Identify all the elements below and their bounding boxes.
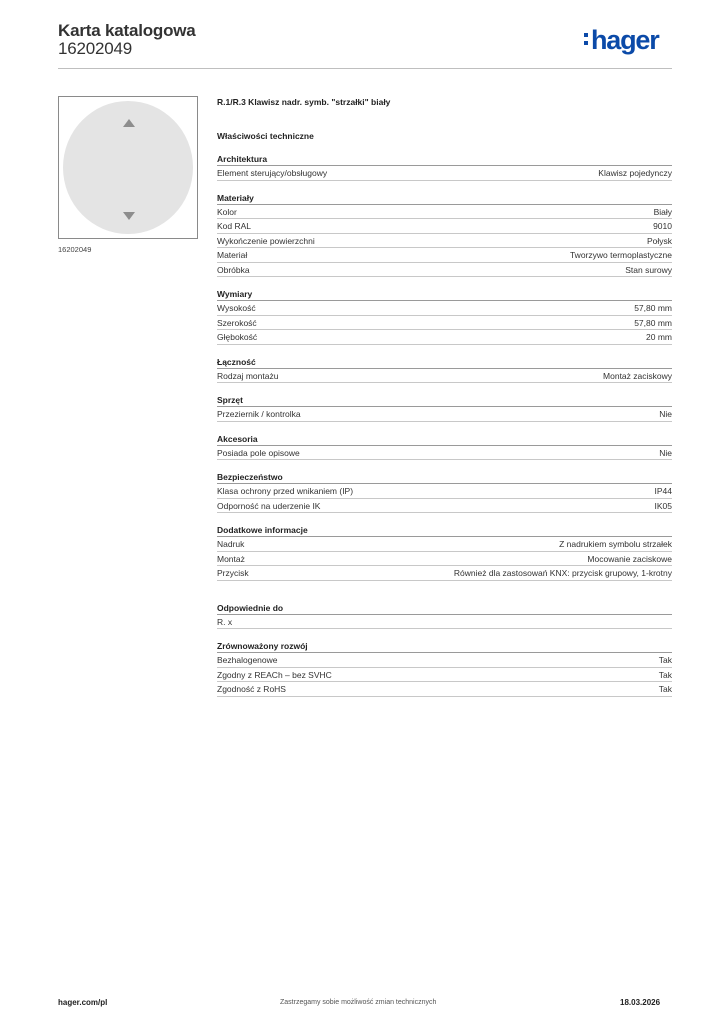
header-divider (58, 68, 672, 69)
spec-value: Nie (659, 409, 672, 419)
section-title: Zrównoważony rozwój (217, 640, 672, 653)
section-title: Odpowiednie do (217, 602, 672, 615)
spec-value: Połysk (646, 235, 672, 246)
section-title: Materiały (217, 192, 672, 205)
spec-label: Nadruk (217, 539, 245, 549)
product-image (58, 96, 198, 239)
spec-value: Z nadrukiem symbolu strzałek (559, 539, 672, 549)
hager-logo (591, 27, 659, 54)
section-title: Dodatkowe informacje (217, 524, 672, 537)
logo-dots (584, 33, 588, 49)
spec-row (217, 446, 672, 461)
arrow-up-icon (123, 119, 135, 127)
spec-row (217, 552, 672, 567)
spec-label: Obróbka (217, 264, 250, 275)
spec-section (217, 192, 672, 278)
logo-text: hager (591, 25, 659, 55)
spec-label: Przeziernik / kontrolka (217, 409, 301, 419)
spec-row (217, 301, 672, 316)
spec-value: Biały (653, 206, 672, 217)
spec-row (217, 234, 672, 249)
spec-row (217, 369, 672, 384)
spec-section (217, 433, 672, 461)
spec-label: Zgodny z REACh – bez SVHC (217, 669, 332, 680)
spec-row (217, 566, 672, 581)
spec-section (217, 153, 672, 181)
footer-date: 18.03.2026 (620, 998, 661, 1007)
spec-label: Odporność na uderzenie IK (217, 500, 321, 511)
spec-row (217, 263, 672, 278)
spec-value: 57,80 mm (634, 317, 672, 328)
spec-section (217, 394, 672, 422)
spec-value: Tak (658, 684, 672, 694)
spec-value: Również dla zastosowań KNX: przycisk grupowy, 1-krotny (453, 568, 672, 578)
section-title: Architektura (217, 153, 672, 166)
spec-row (217, 499, 672, 514)
spec-value: Mocowanie zaciskowe (587, 553, 672, 564)
spec-label: Wykończenie powierzchni (217, 235, 315, 246)
spec-label: Kolor (217, 206, 237, 217)
spec-label: Głębokość (217, 332, 258, 342)
spec-label: Wysokość (217, 303, 256, 313)
section-title: Łączność (217, 356, 672, 369)
spec-label: Przycisk (217, 568, 249, 578)
spec-value: Tak (658, 669, 672, 680)
catalog-number: 16202049 (58, 39, 133, 58)
spec-label: Montaż (217, 553, 245, 564)
section-title: Wymiary (217, 288, 672, 301)
spec-value: Tworzywo termoplastyczne (569, 250, 672, 260)
section-title: Sprzęt (217, 394, 672, 407)
technical-properties-heading: Właściwości techniczne (217, 131, 314, 141)
spec-value: 57,80 mm (634, 303, 672, 313)
footer-notice: Zastrzegamy sobie możliwość zmian technicznych (280, 999, 437, 1006)
spec-label: Klasa ochrony przed wnikaniem (IP) (217, 486, 354, 496)
spec-section (217, 602, 672, 630)
spec-value: Nie (659, 447, 672, 458)
spec-value: 9010 (653, 221, 672, 231)
spec-value: IP44 (654, 486, 672, 496)
spec-section (217, 640, 672, 697)
spec-row (217, 219, 672, 234)
spec-value: Montaż zaciskowy (603, 370, 672, 381)
spec-value: Klawisz pojedynczy (598, 168, 672, 178)
section-title: Akcesoria (217, 433, 672, 446)
spec-label: R. x (217, 616, 233, 627)
spec-label: Bezhalogenowe (217, 655, 278, 665)
spec-row (217, 682, 672, 697)
spec-row (217, 407, 672, 422)
arrow-down-icon (123, 212, 135, 220)
spec-row (217, 537, 672, 552)
spec-value: Stan surowy (625, 264, 672, 275)
spec-value: 20 mm (646, 332, 672, 342)
spec-row (217, 668, 672, 683)
spec-section (217, 288, 672, 345)
spec-row (217, 484, 672, 499)
spec-sheet (217, 96, 672, 697)
spec-label: Materiał (217, 250, 248, 260)
page-title: Karta katalogowa (58, 21, 196, 40)
section-title: Bezpieczeństwo (217, 471, 672, 484)
spec-row (217, 330, 672, 345)
spec-value: IK05 (654, 500, 672, 511)
spec-value: Tak (658, 655, 672, 665)
spec-label: Element sterujący/obsługowy (217, 168, 328, 178)
spec-row (217, 248, 672, 263)
spec-row (217, 205, 672, 220)
spec-label: Rodzaj montażu (217, 370, 279, 381)
spec-section (217, 524, 672, 581)
spec-label: Posiada pole opisowe (217, 447, 300, 458)
spec-section (217, 356, 672, 384)
spec-row (217, 653, 672, 668)
image-caption: 16202049 (58, 245, 92, 254)
spec-label: Zgodność z RoHS (217, 684, 286, 694)
spec-row (217, 615, 672, 630)
spec-label: Szerokość (217, 317, 257, 328)
spec-row (217, 166, 672, 181)
spec-label: Kod RAL (217, 221, 252, 231)
spec-section (217, 471, 672, 513)
footer-website: hager.com/pl (58, 998, 108, 1007)
spec-row (217, 316, 672, 331)
product-title: R.1/R.3 Klawisz nadr. symb. "strzałki" biały (217, 97, 391, 107)
